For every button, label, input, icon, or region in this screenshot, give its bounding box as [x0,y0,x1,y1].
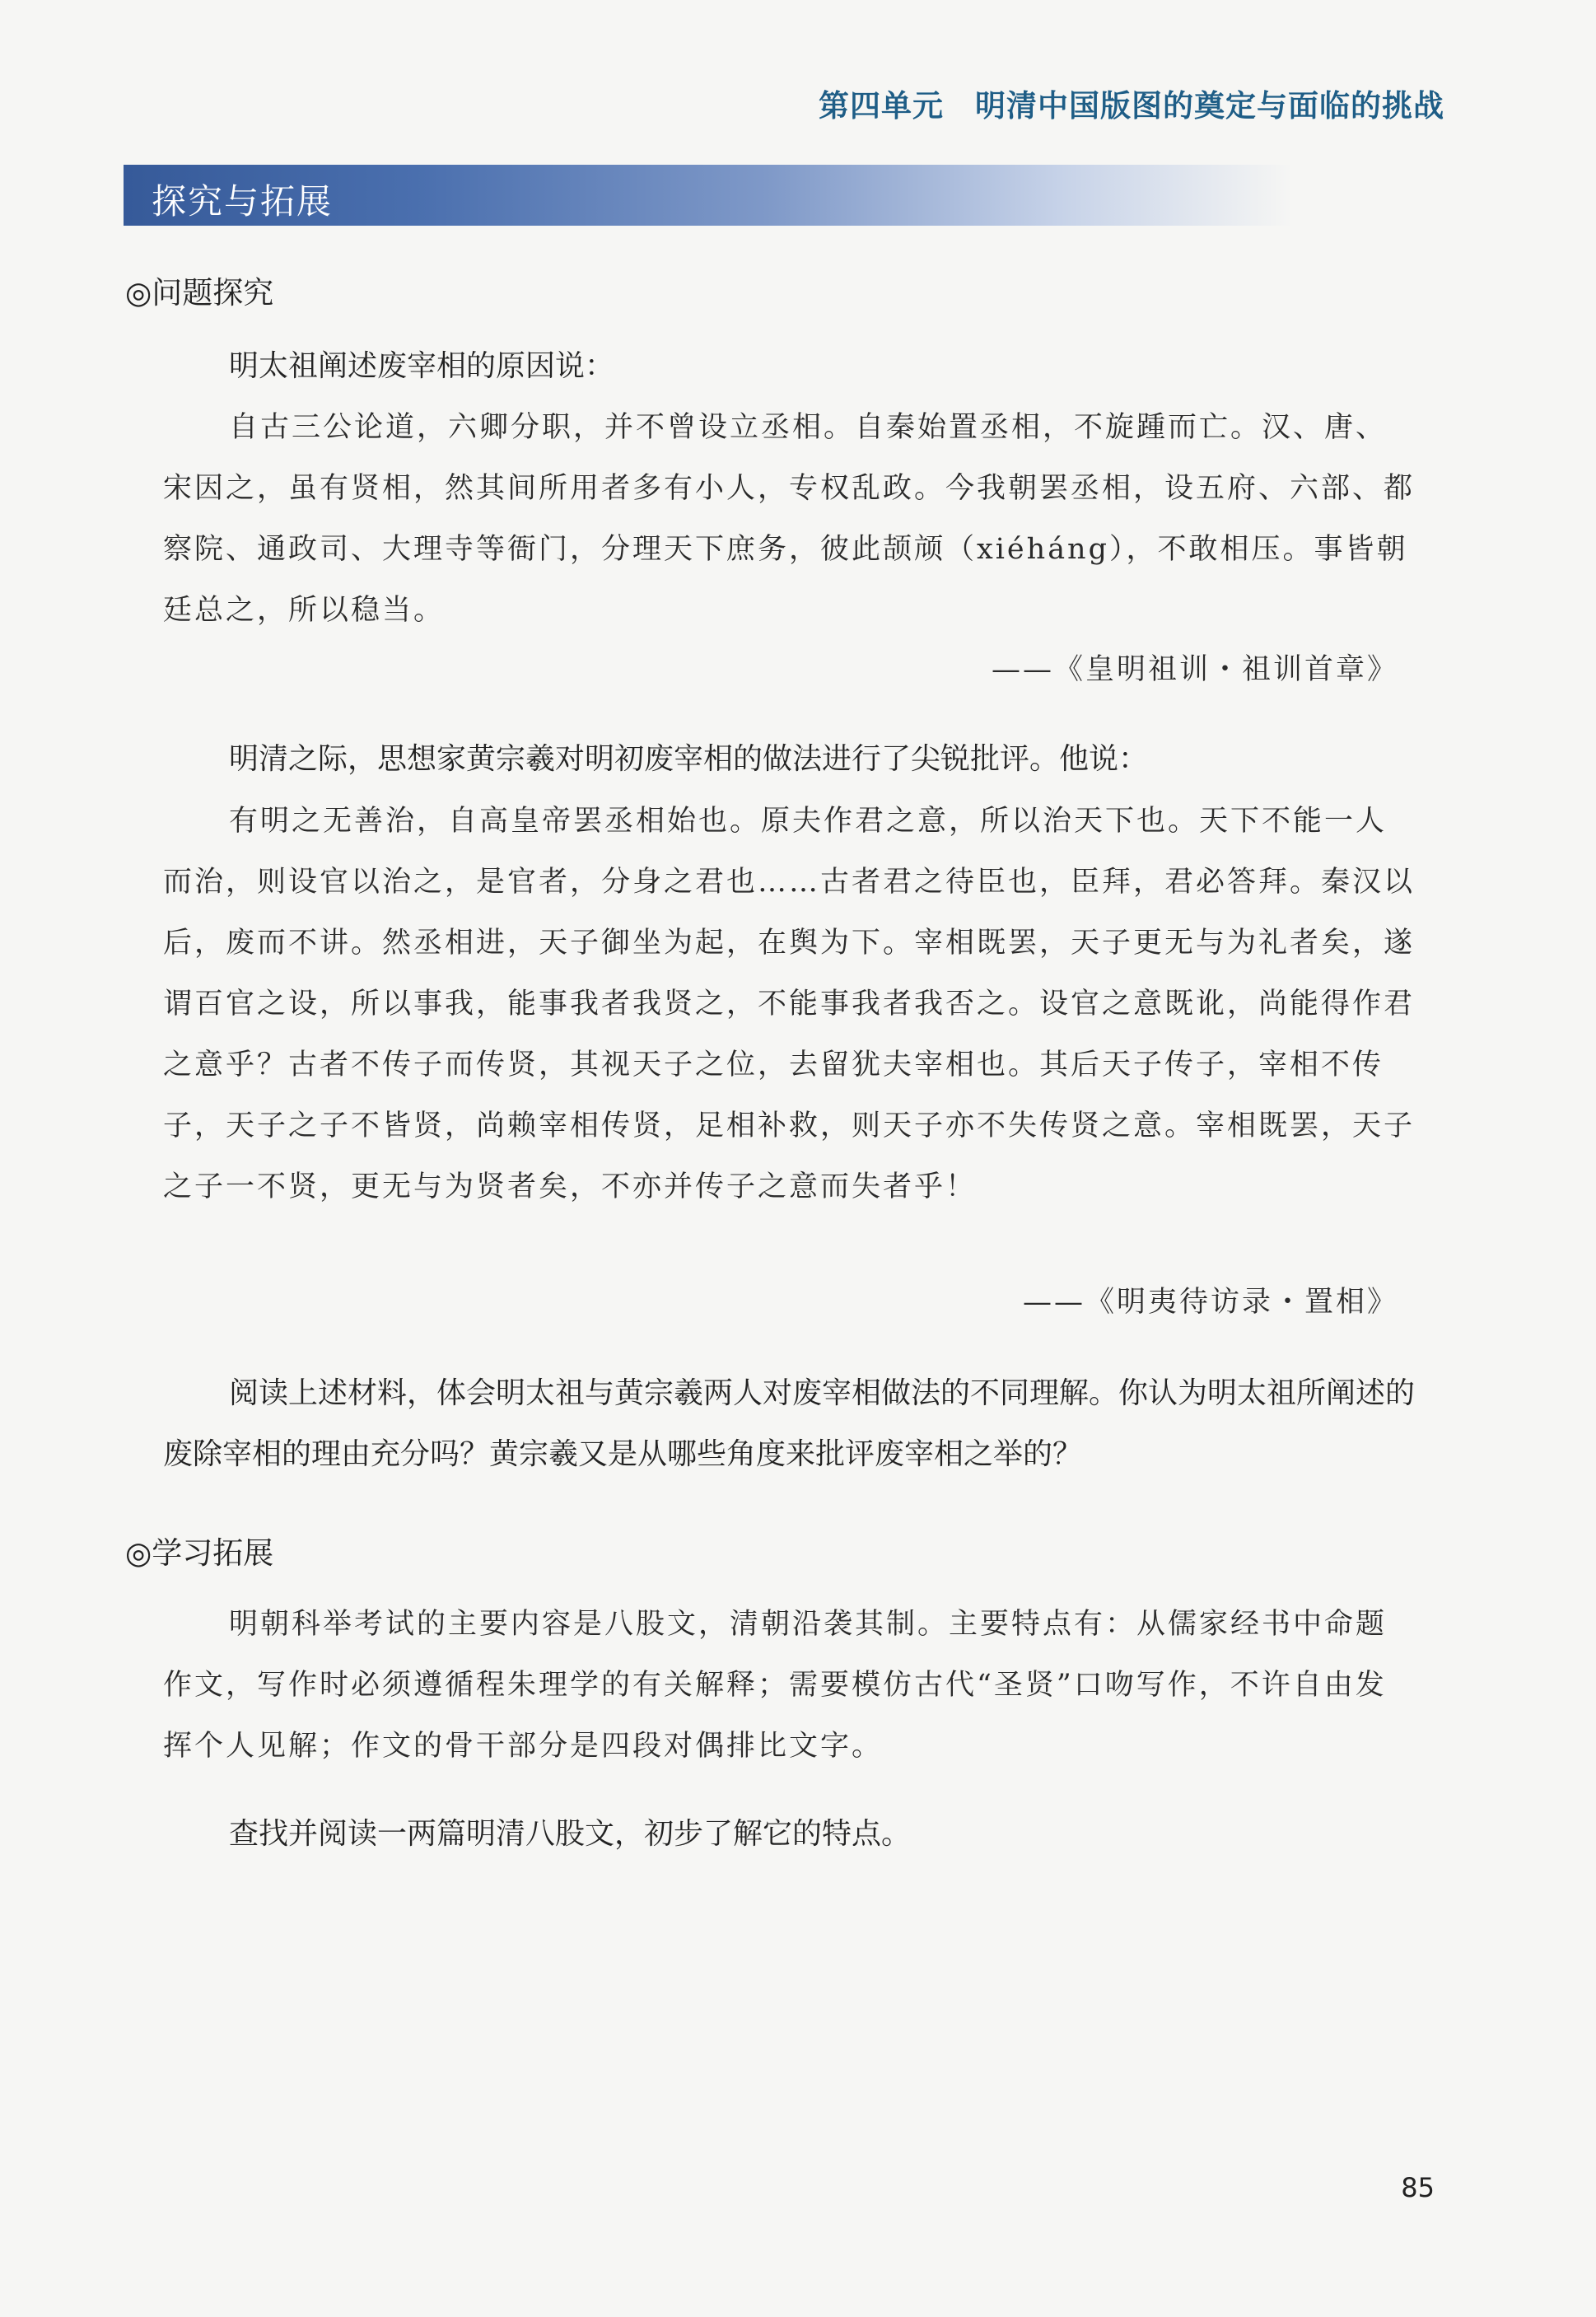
intro-paragraph-2: 明清之际，思想家黄宗羲对明初废宰相的做法进行了尖锐批评。他说： [229,742,1149,776]
quote-source-1: ——《皇明祖训・祖训首章》 [991,653,1398,686]
intro-paragraph-1: 明太祖阐述废宰相的原因说： [229,349,615,383]
section-title-extension: ◎学习拓展 [125,1535,274,1571]
section-banner [124,165,1293,226]
quote-paragraph-2: 有明之无善治，自高皇帝罢丞相始也。原夫作君之意，所以治天下也。天下不能一人而治，则设官以治之，是官者，分身之君也……古者君之待臣也，臣拜，君必答拜。秦汉以后，废而不讲。然丞相进，天子御坐为起，在舆为下。宰相既罢，天子更无与为礼者矣，遂谓百官之设，所以事我，能事我者我贤之，不能事我者我否之。设官之意既讹，尚能得作君之意乎？古者不传子而传贤，其视天子之位，去留犹夫宰相也。其后天子传子，宰相不传子，天子之子不皆贤，尚赖宰相传贤，足相补救，则天子亦不失传贤之意。宰相既罢，天子之子一不贤，更无与为贤者矣，不亦并传子之意而失者乎！ [163,805,1416,1203]
extension-paragraph: 明朝科举考试的主要内容是八股文，清朝沿袭其制。主要特点有：从儒家经书中命题作文，写作时必须遵循程朱理学的有关解释；需要模仿古代“圣贤”口吻写作，不许自由发挥个人见解；作文的骨干部分是四段对偶排比文字。 [163,1608,1388,1763]
page-number: 85 [1401,2172,1435,2203]
task-paragraph: 查找并阅读一两篇明清八股文，初步了解它的特点。 [229,1817,912,1851]
quote-source-2: ——《明夷待访录・置相》 [1022,1286,1398,1319]
quote-paragraph-1: 自古三公论道，六卿分职，并不曾设立丞相。自秦始置丞相，不旋踵而亡。汉、唐、宋因之，虽有贤相，然其间所用者多有小人，专权乱政。今我朝罢丞相，设五府、六部、都察院、通政司、大理寺等衙门，分理天下庶务，彼此颉颃（xiéháng），不敢相压。事皆朝廷总之，所以稳当。 [163,411,1416,627]
unit-title: 第四单元 明清中国版图的奠定与面临的挑战 [819,88,1444,124]
banner-title: 探究与拓展 [152,181,334,222]
question-paragraph: 阅读上述材料，体会明太祖与黄宗羲两人对废宰相做法的不同理解。你认为明太祖所阐述的废除宰相的理由充分吗？黄宗羲又是从哪些角度来批评废宰相之举的？ [163,1376,1416,1471]
section-title-inquiry: ◎问题探究 [125,275,274,311]
